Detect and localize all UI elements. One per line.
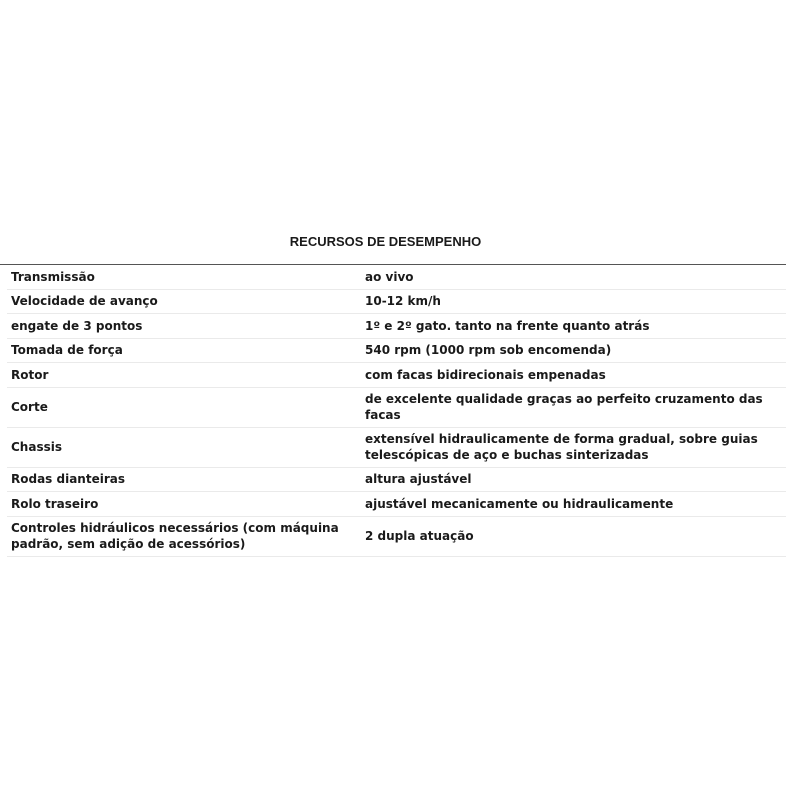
spec-label: Chassis — [7, 427, 361, 467]
spec-value: 2 dupla atuação — [361, 516, 786, 556]
spec-value: altura ajustável — [361, 467, 786, 492]
spec-label: Transmissão — [7, 265, 361, 289]
table-row — [7, 467, 786, 492]
spec-label: engate de 3 pontos — [7, 314, 361, 339]
table-row — [7, 363, 786, 388]
spec-value: de excelente qualidade graças ao perfeito cruzamento das facas — [361, 387, 786, 427]
spec-label: Rodas dianteiras — [7, 467, 361, 492]
table-row — [7, 492, 786, 517]
spec-label: Velocidade de avanço — [7, 289, 361, 314]
spec-value: ajustável mecanicamente ou hidraulicamente — [361, 492, 786, 517]
table-row — [7, 338, 786, 363]
table-row — [7, 427, 786, 467]
spec-label: Controles hidráulicos necessários (com máquina padrão, sem adição de acessórios) — [7, 516, 361, 556]
spec-value: extensível hidraulicamente de forma gradual, sobre guias telescópicas de aço e buchas sinterizadas — [361, 427, 786, 467]
table-row — [7, 516, 786, 556]
table-row — [7, 265, 786, 289]
spec-value: ao vivo — [361, 265, 786, 289]
table-row — [7, 387, 786, 427]
table-row — [7, 314, 786, 339]
spec-value: 1º e 2º gato. tanto na frente quanto atrás — [361, 314, 786, 339]
spec-value: com facas bidirecionais empenadas — [361, 363, 786, 388]
spec-label: Rotor — [7, 363, 361, 388]
spec-value: 10-12 km/h — [361, 289, 786, 314]
spec-value: 540 rpm (1000 rpm sob encomenda) — [361, 338, 786, 363]
performance-features-section — [7, 232, 786, 557]
section-title: RECURSOS DE DESEMPENHO — [0, 232, 786, 265]
spec-label: Corte — [7, 387, 361, 427]
spec-label: Tomada de força — [7, 338, 361, 363]
spec-table — [7, 265, 786, 557]
spec-label: Rolo traseiro — [7, 492, 361, 517]
table-row — [7, 289, 786, 314]
